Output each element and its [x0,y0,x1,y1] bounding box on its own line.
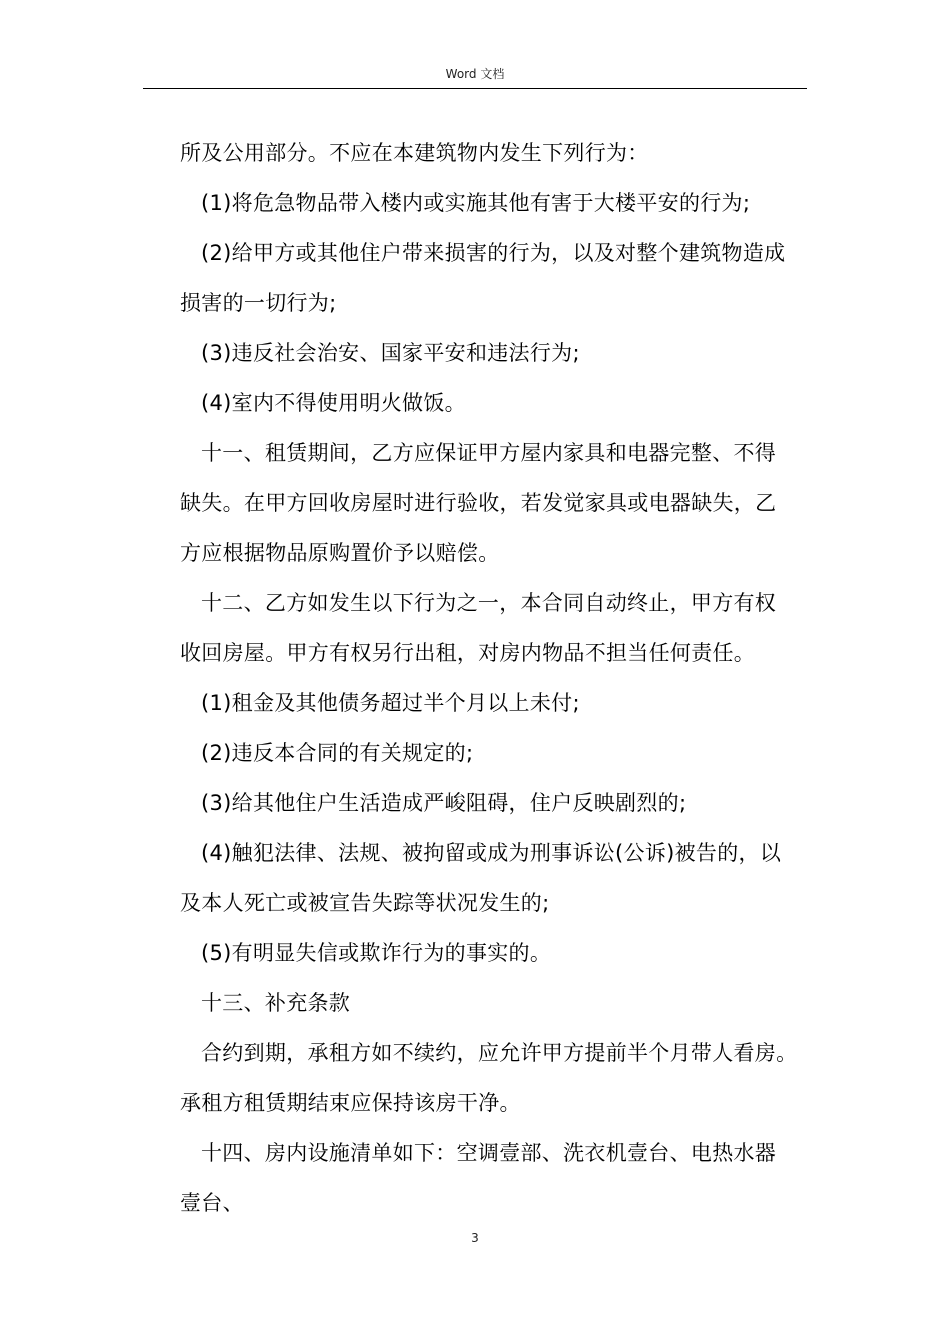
text-line: 方应根据物品原购置价予以赔偿。 [180,541,500,565]
text-line: 十二、乙方如发生以下行为之一，本合同自动终止，甲方有权 [201,591,777,615]
text-line: 所及公用部分。不应在本建筑物内发生下列行为： [180,141,649,165]
text-line: 承租方租赁期结束应保持该房干净。 [180,1091,521,1115]
text-line: (1)租金及其他债务超过半个月以上未付; [201,691,580,715]
text-line: (3)违反社会治安、国家平安和违法行为; [201,341,580,365]
text-line: 十四、房内设施清单如下：空调壹部、洗衣机壹台、电热水器 [201,1141,777,1165]
text-line: 及本人死亡或被宣告失踪等状况发生的; [180,891,550,915]
text-line: (4)触犯法律、法规、被拘留或成为刑事诉讼(公诉)被告的，以 [201,841,782,865]
text-line: 十一、租赁期间，乙方应保证甲方屋内家具和电器完整、不得 [201,441,777,465]
text-line: 壹台、 [180,1191,244,1215]
header-divider [143,88,807,89]
text-line: (2)给甲方或其他住户带来损害的行为，以及对整个建筑物造成 [201,241,786,265]
text-line: 缺失。在甲方回收房屋时进行验收，若发觉家具或电器缺失，乙 [180,491,777,515]
text-line: (2)违反本合同的有关规定的; [201,741,474,765]
text-line: (4)室内不得使用明火做饭。 [201,391,466,415]
page-number: 3 [471,1231,479,1245]
text-line: (1)将危急物品带入楼内或实施其他有害于大楼平安的行为; [201,191,751,215]
text-line: (5)有明显失信或欺诈行为的事实的。 [201,941,552,965]
document-body [180,128,820,1228]
text-line: 损害的一切行为; [180,291,337,315]
text-line: (3)给其他住户生活造成严峻阻碍，住户反映剧烈的; [201,791,687,815]
text-line: 十三、补充条款 [201,991,351,1015]
text-line: 收回房屋。甲方有权另行出租，对房内物品不担当任何责任。 [180,641,756,665]
page-header: Word 文档 [445,67,505,81]
text-line: 合约到期，承租方如不续约，应允许甲方提前半个月带人看房。 [201,1041,798,1065]
